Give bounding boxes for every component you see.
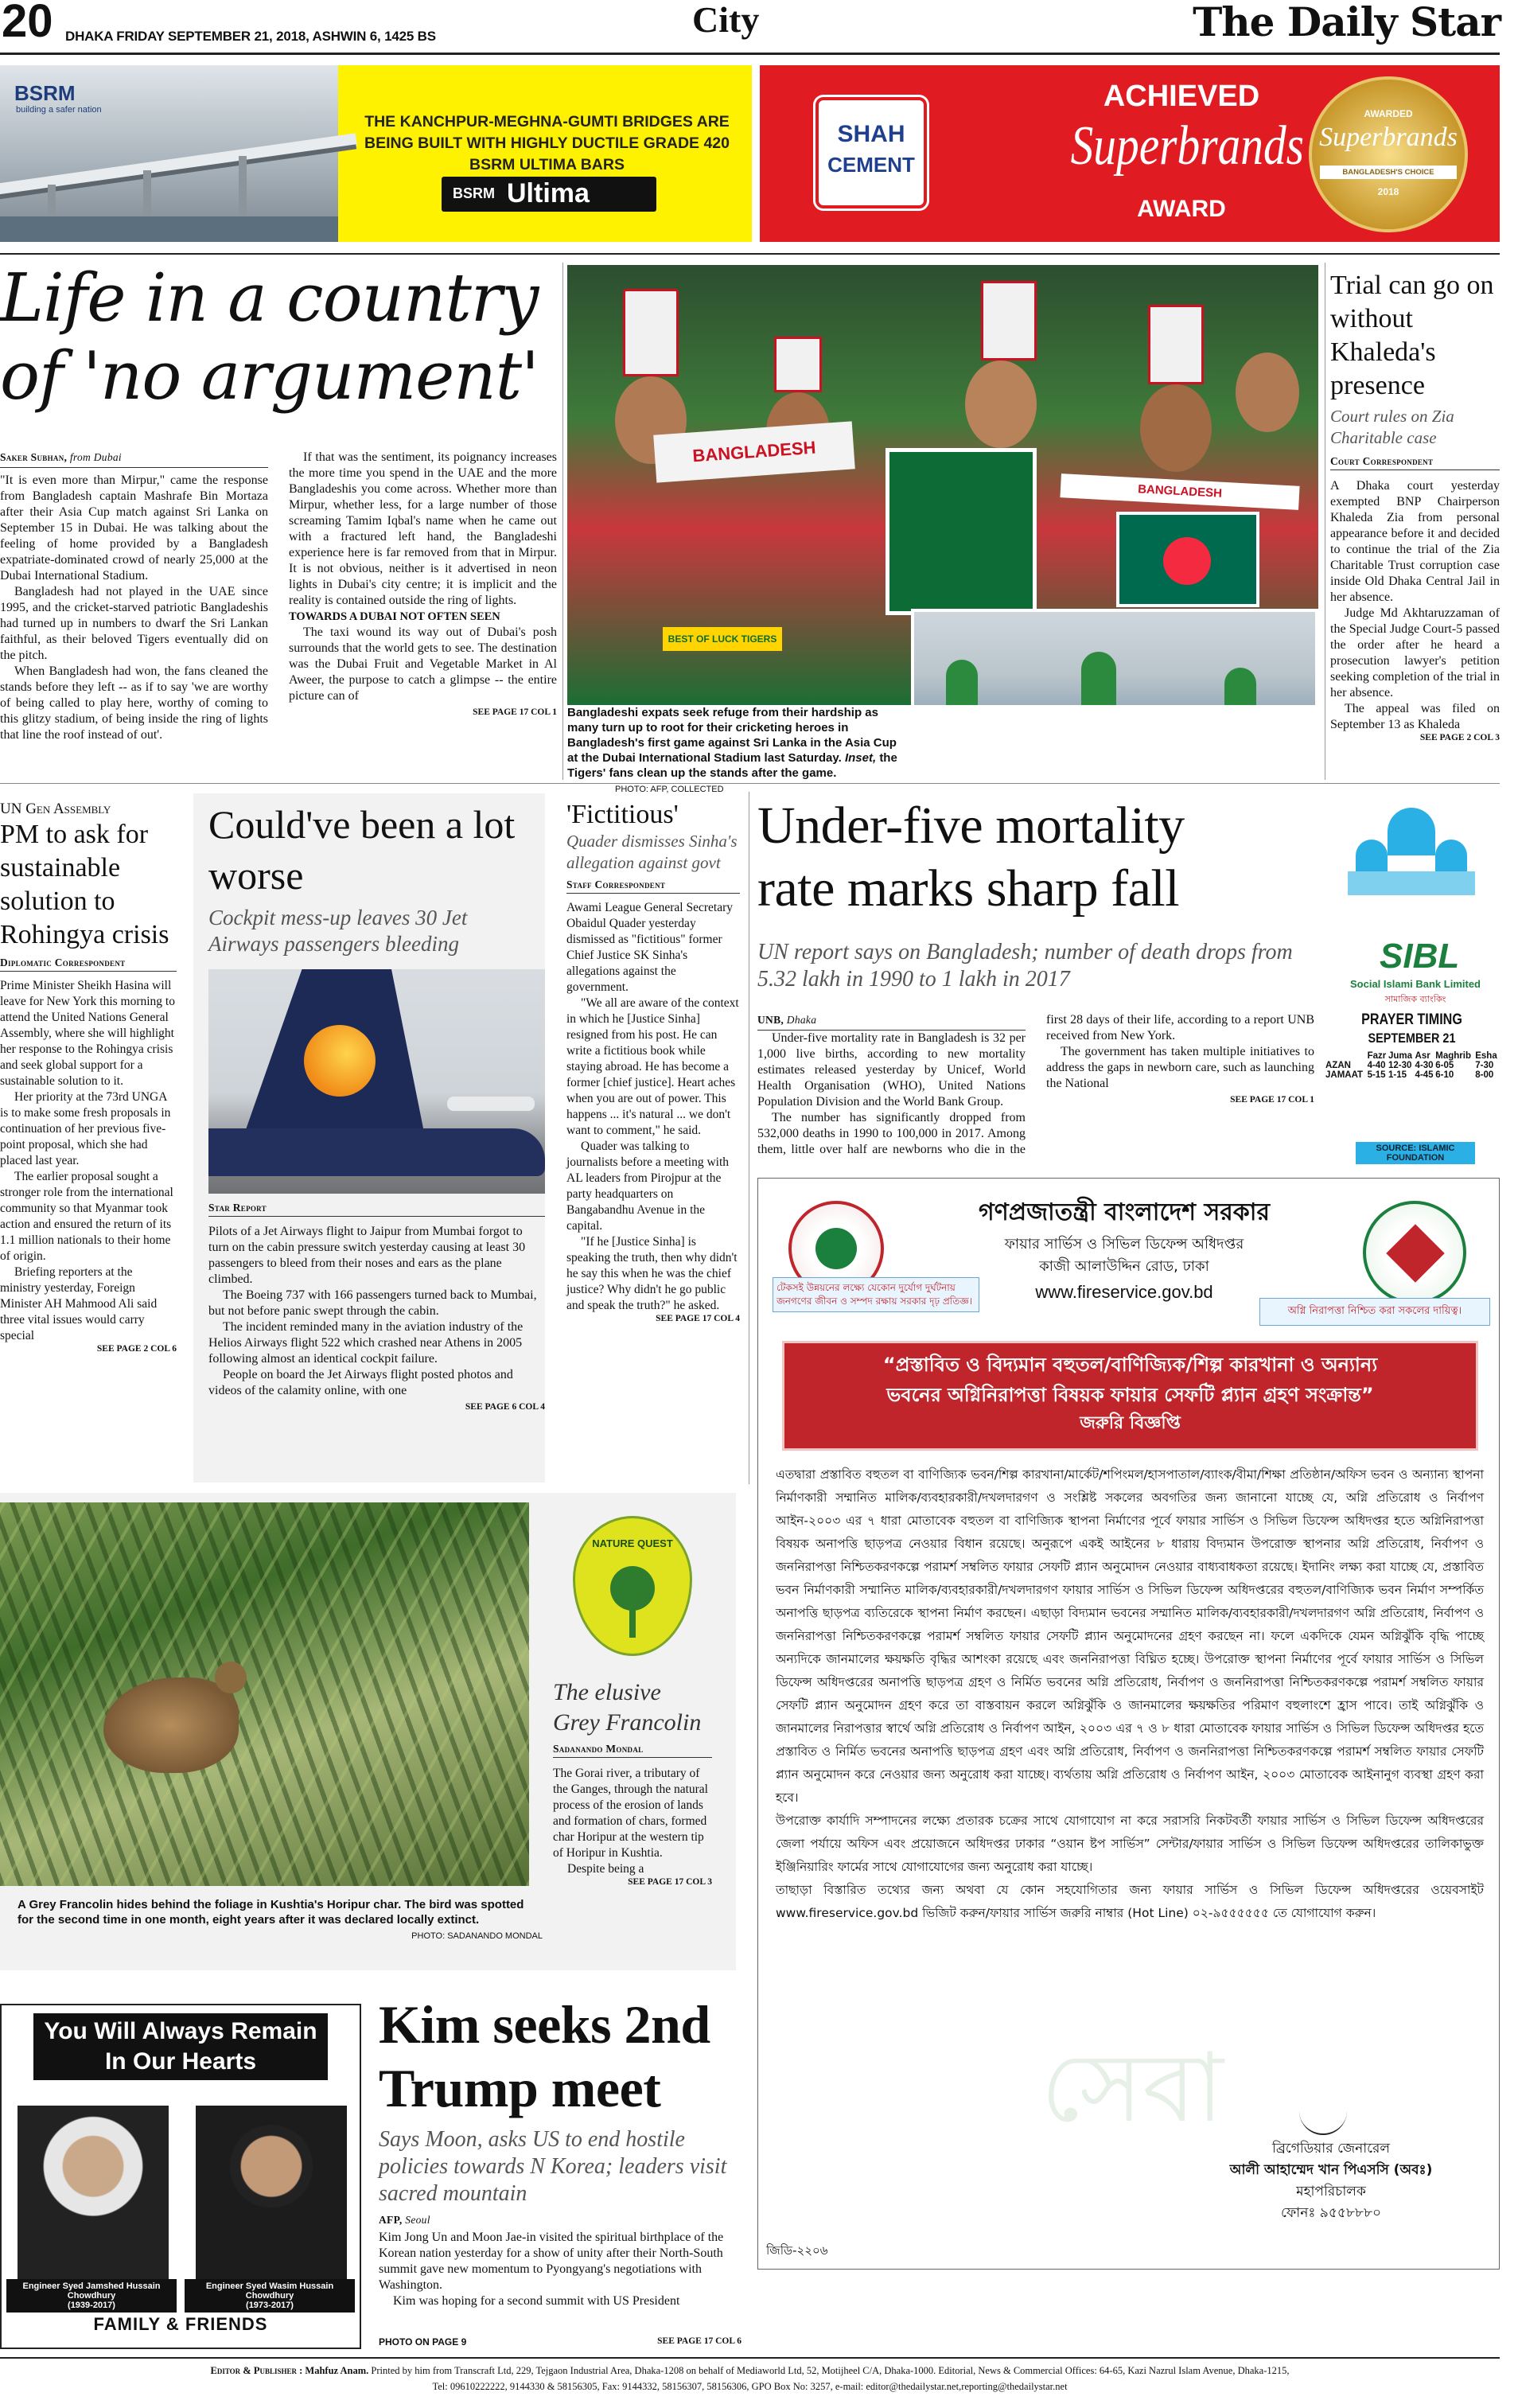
ad-body xyxy=(776,1463,1484,1925)
quader-headline: 'Fictitious' xyxy=(566,800,679,829)
paragraph: The number has significantly dropped from 532,000 deaths in 1990 to 100,000 in 2017. Among them, little over half are newborns who die in the first 28 days of their life, according to a report UNB received from New York. xyxy=(757,1013,1314,1156)
prayer-source: SOURCE: ISLAMIC FOUNDATION xyxy=(1356,1142,1475,1164)
masthead-rule xyxy=(0,53,1500,55)
superbrands-label: Superbrands xyxy=(1070,115,1304,177)
person-name: Engineer Syed Wasim Hussain Chowdhury xyxy=(205,2281,334,2301)
header-cell: Asr xyxy=(1415,1051,1430,1061)
headline-line: Life in a country xyxy=(0,259,539,337)
byline: Staff Correspondent xyxy=(566,879,740,894)
paragraph: The Gorai river, a tributary of the Ganges, through the natural process of the erosion of lands and formation of chars, formed char Horipur at the western tip of Horipur in Kushtia. xyxy=(553,1767,708,1860)
award-label: AWARD xyxy=(1137,196,1226,222)
tree-icon xyxy=(610,1566,655,1611)
byline-name: AFP, xyxy=(379,2214,403,2226)
header-cell: Maghrib xyxy=(1435,1051,1471,1061)
quader-body xyxy=(566,900,740,1314)
byline xyxy=(757,1012,1026,1031)
sibl-name: Social Islami Bank Limited xyxy=(1350,978,1481,990)
francolin-body xyxy=(553,1766,712,1877)
ad-box-right: অগ্নি নিরাপত্তা নিশ্চিত করা সকলের দায়িত্ব। xyxy=(1259,1298,1490,1326)
caption-inset-text: the Tigers' fans clean up the stands after the game. xyxy=(567,751,897,780)
sibl-ad xyxy=(1324,792,1500,1166)
trial-headline: Trial can go on without Khaleda's presence xyxy=(1330,271,1494,400)
dateline: DHAKA FRIDAY SEPTEMBER 21, 2018, ASHWIN 6, 1425 BS xyxy=(65,29,436,44)
byline: Star Report xyxy=(208,1202,545,1217)
imprint-name: Mahfuz Anam. xyxy=(305,2365,369,2376)
jet-photo xyxy=(208,969,545,1194)
paragraph: Bangladesh had not played in the UAE since 1995, and the cricket-starved patriotic Bangladeshis had turned up in numbers to dwarf the Sri Lankan faithful, as their beloved Tigers eventually did on the pitch. xyxy=(0,585,268,662)
prayer-table xyxy=(1325,1051,1500,1080)
photo-credit: PHOTO: SADANANDO MONDAL xyxy=(411,1931,543,1941)
row-label: JAMAAT xyxy=(1325,1070,1364,1080)
hat xyxy=(774,337,822,392)
row-label: AZAN xyxy=(1325,1061,1351,1070)
sign-phone: ফোনঃ ৯৫৫৮৮৮০ xyxy=(1280,2205,1382,2221)
jet-logo xyxy=(304,1025,376,1097)
banner-line: জরুরি বিজ্ঞপ্তি xyxy=(1080,1413,1181,1433)
seal-ribbon: BANGLADESH'S CHOICE xyxy=(1320,166,1457,179)
time-cell: 12-30 xyxy=(1388,1061,1412,1070)
story-life-body xyxy=(0,450,557,772)
seal-year: 2018 xyxy=(1377,186,1399,197)
time-cell: 6-10 xyxy=(1435,1070,1454,1080)
paragraph: Prime Minister Sheikh Hasina will leave for New York this morning to attend the United Nations General Assembly, where she will highlight her response to the Rohingya crisis and seek global support for a sustainable solution to it. xyxy=(0,979,175,1088)
ad-address: কাজী আলাউদ্দিন রোড, ঢাকা xyxy=(1039,1258,1209,1275)
mortality-body xyxy=(757,1012,1314,1163)
section-rule xyxy=(0,783,1500,784)
bsrm-ultima-brand: BSRM xyxy=(453,185,495,201)
time-cell: 5-15 xyxy=(1367,1070,1386,1080)
bsrm-ultima-name: Ultima xyxy=(507,178,590,208)
ad-title: গণপ্রজাতন্ত্রী বাংলাদেশ সরকার xyxy=(979,1198,1270,1226)
footer-rule xyxy=(0,2357,1500,2359)
ad-watermark: সেবা xyxy=(1041,2033,1224,2144)
ad-box-left: টেকসই উন্নয়নের লক্ষ্যে যেকোন দুর্যোগ দুর্ঘটনায় জনগণের জীবন ও সম্পদ রক্ষায় সরকার দৃঢ় প্রতিজ্ঞ। xyxy=(773,1277,979,1312)
page-number: 20 xyxy=(2,0,53,47)
paragraph: The taxi wound its way out of Dubai's posh surrounds that the world gets to see. The destination was the Dubai Fruit and Vegetable Market in Al Aweer, the purpose to catch a glimpse -- the entire picture can of xyxy=(289,625,557,703)
time-cell: 4-40 xyxy=(1367,1061,1386,1070)
kim-photo-ref: PHOTO ON PAGE 9 xyxy=(379,2336,467,2348)
paragraph: Under-five mortality rate in Bangladesh is 32 per 1,000 live births, according to new mortality estimates released yesterday by Unicef, World Health Organisation (WHO), United Nations Population Division and the World Bank Group. xyxy=(757,1031,1026,1109)
jet-headline: Could've been a lot worse xyxy=(208,802,516,898)
bsrm-tagline: building a safer nation xyxy=(16,105,102,115)
trial-body xyxy=(1330,478,1500,733)
see-page: SEE PAGE 17 COL 6 xyxy=(657,2336,741,2346)
time-cell: 7-30 xyxy=(1475,1061,1494,1070)
paragraph: Kim Jong Un and Moon Jae-in visited the spiritual birthplace of the Korean nation yesterday for a show of unity after their North-South summit gave new momentum to Pyongyang's negotiations with Washington. xyxy=(379,2231,724,2292)
bsrm-ultima-logo xyxy=(442,177,656,212)
paragraph: Her priority at the 73rd UNGA is to make some fresh proposals in continuation of her previous five-point proposal, which she had placed last year. xyxy=(0,1090,171,1167)
prayer-title: PRAYER TIMING xyxy=(1361,1011,1462,1028)
paragraph: The Boeing 737 with 166 passengers turned back to Mumbai, but not before panic swept through the cabin. xyxy=(208,1288,537,1318)
bsrm-brand: BSRM xyxy=(14,81,76,105)
memorial-footer: FAMILY & FRIENDS xyxy=(93,2314,268,2334)
fan-banner-best-of-luck: BEST OF LUCK TIGERS xyxy=(663,627,782,651)
paragraph: Despite being a xyxy=(567,1862,644,1876)
pm-headline: PM to ask for sustainable solution to Rohingya crisis xyxy=(0,820,169,949)
byline: Sadanando Mondal xyxy=(553,1743,712,1758)
bsrm-ad xyxy=(0,65,752,242)
byline-from: Seoul xyxy=(405,2214,430,2226)
paragraph: Pilots of a Jet Airways flight to Jaipur from Mumbai forgot to turn on the cabin pressure switch yesterday causing at least 30 passengers to bleed from their noses and ears as the plane climbed. xyxy=(208,1225,526,1286)
mortality-deck: UN report says on Bangladesh; number of death drops from 5.32 lakh in 1990 to 1 lakh in 2017 xyxy=(757,940,1293,992)
time-cell: 1-15 xyxy=(1388,1070,1407,1080)
quader-deck: Quader dismisses Sinha's allegation against govt xyxy=(566,832,738,872)
paragraph: When Bangladesh had won, the fans cleaned the stands before they left -- as if to say 'we are worthy of being called to play here, worthy of coming to this glitzy stadium, of being inside the ring of lights that line the roof instead of out'. xyxy=(0,664,268,742)
paragraph: A Dhaka court yesterday exempted BNP Chairperson Khaleda Zia from personal appearance before it and decided to continue the trial of the Zia Charitable Trust corruption case inside Old Dhaka Central Jail in her absence. xyxy=(1330,479,1500,604)
see-page: SEE PAGE 17 COL 3 xyxy=(628,1877,712,1887)
headline-line: Trump meet xyxy=(379,2058,661,2118)
hat xyxy=(981,281,1037,360)
signature-icon xyxy=(1299,2103,1347,2135)
ad-red-banner xyxy=(782,1341,1478,1451)
byline xyxy=(379,2214,745,2228)
shah-brand-line2: CEMENT xyxy=(827,153,915,177)
caption-text: Bangladeshi expats seek refuge from their hardship as many turn up to root for their cricketing heroes in Bangladesh's first game against Sri Lanka in the Asia Cup at the Dubai International Stadium last Saturday. xyxy=(567,706,897,765)
paragraph: "If he [Justice Sinha] is speaking the truth, then why didn't he say this when he was the chief justice? Why didn't he go public and speak the truth?" he asked. xyxy=(566,1235,738,1312)
paragraph: উপরোক্ত কার্যাদি সম্পাদনের লক্ষ্যে প্রতারক চক্রের সাথে যোগাযোগ না করে সরাসরি নিকটবর্তী ফায়ার সার্ভিস ও সিভিল ডিফেন্স অধিদপ্তরের জেলা পর্যায়ে অফিস এবং প্রয়োজনে অধিদপ্তর ঢাকার “ওয়ান ষ্টপ সার্ভিস” সেন্টার/ফায়ার সার্ভিস ও সিভিল ডিফেন্স অধিদপ্তরের তালিকাভুক্ত ইঞ্জিনিয়ারিং ফার্মের সাথে যোগাযোগের জন্য অনুরোধ করা যাচ্ছে। xyxy=(776,1814,1484,1874)
memorial-photo-2 xyxy=(196,2106,347,2279)
paragraph: তাছাড়া বিস্তারিত তথ্যের জন্য অথবা যে কোন সহযোগিতার জন্য ফায়ার সার্ভিস ও সিভিল ডিফেন্স অধিদপ্তরের ওয়েবসাইট www.fireservice.gov.bd ভিজিট করুন/ফায়ার সার্ভিস জরুরি নাম্বার (Hot Line) ০২-৯৫৫৫৫৫৫ তে যোগাযোগ করুন। xyxy=(776,1883,1484,1920)
kim-body xyxy=(379,2230,745,2309)
banner-line: “প্রস্তাবিত ও বিদ্যমান বহুতল/বাণিজ্যিক/শিল্প কারখানা ও অন্যান্য xyxy=(882,1354,1378,1376)
sibl-tag: সামাজিক ব্যাংকিং xyxy=(1384,994,1446,1004)
francolin-photo xyxy=(0,1502,529,1886)
imprint-line-2: Tel: 09610222222, 9144330 & 58156305, Fax: 9144332, 58156307, 58156306, GPO Box No: 3257, e-mail: editor@thedailystar.net,reporting@thedailystar.net xyxy=(432,2381,1068,2392)
inset-photo xyxy=(911,609,1318,705)
imprint-text: Printed by him from Transcraft Ltd, 229, Tejgaon Industrial Area, Dhaka-1208 on behalf of Mediaworld Ltd, 52, Motijheel C/A, Dhaka-1000. Editorial, News & Commercial Offices: 64-65, Kazi Nazrul Islam Avenue, Dhaka-1215, xyxy=(371,2365,1290,2376)
paragraph: The earlier proposal sought a stronger role from the international community so that Myanmar took action and ensured the return of its 1.1 million nationals to their home of origin. xyxy=(0,1170,173,1263)
header-cell: Esha xyxy=(1475,1051,1497,1061)
story-quader xyxy=(566,799,740,1323)
trial-deck: Court rules on Zia Charitable case xyxy=(1330,407,1454,447)
poster xyxy=(886,448,1037,615)
ad-signature xyxy=(1204,2138,1458,2224)
background-plane xyxy=(447,1097,535,1111)
time-cell: 4-30 xyxy=(1415,1061,1434,1070)
francolin-caption xyxy=(18,1897,543,1944)
banner-line: ভবনের অগ্নিনিরাপত্তা বিষয়ক ফায়ার সেফটি প্ল্যান গ্রহণ সংক্রান্ত” xyxy=(886,1384,1374,1406)
sign-title: মহাপরিচালক xyxy=(1296,2184,1366,2200)
story-life-headline xyxy=(0,259,557,415)
shah-cement-ad xyxy=(760,65,1500,242)
memorial-ad xyxy=(0,2004,361,2349)
mortality-headline xyxy=(757,794,1314,920)
prayer-header-row xyxy=(1325,1051,1500,1061)
see-page: SEE PAGE 17 COL 1 xyxy=(1230,1095,1314,1105)
ad-dept: ফায়ার সার্ভিস ও সিভিল ডিফেন্স অধিদপ্তর xyxy=(1004,1236,1244,1253)
fan-banner: BANGLADESH xyxy=(653,421,855,482)
seal-top: AWARDED xyxy=(1364,108,1413,119)
headline-line: rate marks sharp fall xyxy=(757,859,1180,918)
imprint-line-1 xyxy=(0,2365,1500,2377)
jet-body xyxy=(208,1224,545,1415)
paragraph: The appeal was filed on September 13 as Khaleda xyxy=(1330,702,1500,731)
person-years: (1973-2017) xyxy=(246,2301,294,2310)
flag xyxy=(1116,512,1259,607)
hat xyxy=(1148,305,1204,384)
byline-from: from Dubai xyxy=(69,451,122,463)
nature-quest-label: NATURE QUEST xyxy=(592,1537,673,1549)
headline-line: Under-five mortality xyxy=(757,797,1185,855)
person-name: Engineer Syed Jamshed Hussain Chowdhury xyxy=(22,2281,161,2301)
caption-inset-label: Inset, xyxy=(844,751,877,765)
subhead: TOWARDS A DUBAI NOT OFTEN SEEN xyxy=(289,610,500,623)
sign-name: আলী আহাম্মেদ খান পিএসসি (অবঃ) xyxy=(1229,2162,1433,2178)
seal-name: Superbrands xyxy=(1319,123,1458,152)
header-cell: Juma xyxy=(1388,1051,1413,1061)
pm-body xyxy=(0,978,177,1344)
hat xyxy=(623,289,679,376)
story-trial xyxy=(1330,269,1500,742)
column-rule xyxy=(562,263,563,780)
francolin-headline: The elusive Grey Francolin xyxy=(553,1679,702,1736)
time-cell: 8-00 xyxy=(1475,1070,1494,1080)
superbrands-seal xyxy=(1309,76,1468,232)
see-page: SEE PAGE 6 COL 4 xyxy=(465,1402,545,1412)
byline-name: UNB, xyxy=(757,1014,784,1026)
shah-brand-line1: SHAH xyxy=(837,121,905,147)
ads-bottom-rule xyxy=(0,253,1500,255)
paragraph: "It is even more than Mirpur," came the response from Bangladesh captain Mashrafe Bin Mortaza after their Asia Cup match against Sri Lanka on September 15 in Dubai. He was talking about the feeling of home provided by a Bangladesh expatriate-dominated crowd of nearly 25,000 at the Dubai International Stadium. xyxy=(0,473,268,583)
header-cell: Fazr xyxy=(1367,1051,1387,1061)
ad-website[interactable]: www.fireservice.gov.bd xyxy=(1035,1282,1213,1302)
fire-service-emblem xyxy=(1363,1201,1466,1304)
paragraph: If that was the sentiment, its poignancy increases the more time you spend in the UAE and the more Bangladeshis you come across. Whether more than Mirpur, whether less, for a large number of those screaming Tamim Iqbal's name when he came out with a fractured left hand, the Bangladeshi experience here is far removed from that in Mirpur. It is not obvious, neither is it advertised in neon lights in Dubai's city centre; it is implicit and the reality is contained outside the ring of lights. xyxy=(289,450,557,607)
sign-rank: ব্রিগেডিয়ার জেনারেল xyxy=(1271,2141,1391,2157)
see-page: SEE PAGE 17 COL 1 xyxy=(473,707,557,717)
byline-from: Dhaka xyxy=(786,1014,817,1026)
see-page: SEE PAGE 2 COL 3 xyxy=(1419,733,1500,742)
paragraph: "We all are aware of the context in which he [Justice Sinha] resigned from his post. He can write a fictitious book while staying abroad. He has become a former [chief justice]. Heart aches when you are out of power. This happens ... it's natural ... we don't want to comment," he said. xyxy=(566,996,739,1137)
story-francolin xyxy=(553,1677,712,1887)
jet-fuselage xyxy=(208,1128,545,1176)
ad-code: জিডি-২২০৬ xyxy=(766,2243,828,2258)
headline-line: Kim seeks 2nd xyxy=(379,1994,710,2055)
time-cell: 4-45 xyxy=(1415,1070,1434,1080)
fan-banner-2: BANGLADESH xyxy=(1060,473,1299,510)
paragraph: Quader was talking to journalists before a meeting with AL leaders from Pirojpur at the party headquarters on Bangabandhu Avenue in the capital. xyxy=(566,1140,730,1233)
mosque-icon xyxy=(1348,808,1475,919)
see-page: SEE PAGE 2 COL 6 xyxy=(96,1344,177,1354)
time-cell: 6-05 xyxy=(1435,1061,1454,1070)
paragraph: এতদ্বারা প্রস্তাবিত বহুতল বা বাণিজ্যিক ভবন/শিল্প কারখানা/মার্কেট/শপিংমল/হাসপাতাল/ব্যাংক/বীমা/শিক্ষা প্রতিষ্ঠান/অফিস ভবন ও অন্যান্য স্থাপনা নির্মাণকারী সম্মানিত মালিক/ব্যবহারকারী/দখলদারগণ ও সংশ্লিষ্ট সকলের অবগতির জন্য জানানো যাচ্ছে যে, অগ্নি প্রতিরোধ ও নির্বাপণ আইন-২০০৩ এর ৭ ধারা মোতাবেক বহুতল বা বাণিজ্যিক স্থাপনা নির্মাণের পূর্বে ফায়ার সার্ভিস ও সিভিল ডিফেন্স অধিদপ্তর হতে অগ্নিনিরাপত্তা বিষয়ক অনাপত্তি ছাড়পত্র নেওয়ার বিধান রয়েছে। অনুরূপে একই আইনের ৮ ধারায় বিদ্যমান উপরোক্ত স্থাপনার অগ্নি প্রতিরোধ, নির্বাপণ ও জননিরাপত্তা নিশ্চিতকরণকল্পে পরামর্শ সম্বলিত ফায়ার সেফটি প্ল্যান অনুমোদন নেওয়ার বাধ্যবাধকতা রয়েছে। ইদানিং লক্ষ্য করা যাচ্ছে যে, প্রস্তাবিত ভবন নির্মাণকারী সম্মানিত মালিক/ব্যবহারকারী/দখলদারগণ ফায়ার সার্ভিস ও সিভিল ডিফেন্স অধিদপ্তরের বহুতল/বাণিজ্যিক ভবন নির্মাণ সম্পর্কিত অনাপত্তি ছাড়পত্র ব্যতিরেকে স্থাপনা নির্মাণ করছেন। এছাড়া বিদ্যমান ভবনের সম্মানিত মালিক/ব্যবহারকারী/দখলদারগণ অগ্নি প্রতিরোধ, নির্বাপণ ও জননিরাপত্তা নিশ্চিতকরণকল্পে পরামর্শ সম্বলিত ফায়ার সেফটি প্ল্যান অনুমোদনের গ্রহণ করছেন না। ফলে একদিকে যেমন অগ্নিঝুঁকি বৃদ্ধি পাচ্ছে অন্যদিকে জানমালের ক্ষয়ক্ষতি বৃদ্ধির আশংকা রয়েছে এবং জননিরাপত্তা বিঘ্নিত হচ্ছে। উপরোক্ত স্থাপনা নির্মাণের পূর্বে ফায়ার সার্ভিস ও সিভিল ডিফেন্স অধিদপ্তরের অনাপত্তি ছাড়পত্র গ্রহণ ও নির্মিত ভবনের অগ্নি প্রতিরোধ, নির্বাপণ ও জননিরাপত্তা নিশ্চিতকরণকল্পে পরামর্শ সম্বলিত ফায়ার সেফটি প্ল্যান অনুমোদন গ্রহণ করে তা বাস্তবায়ন করলে অগ্নিঝুঁকি ও জানমালের ক্ষয়ক্ষতির পরিমাণ বহুলাংশে হ্রাস পাবে। তাই অগ্নিঝুঁকি ও জানমালের নিরাপত্তার স্বার্থে অগ্নি প্রতিরোধ ও নির্বাপণ আইন, ২০০৩ এর ৭ ও ৮ ধারা মোতাবেক ফায়ার সার্ভিস ও সিভিল ডিফেন্স অধিদপ্তর হতে প্রস্তাবিত ও নির্মিত ভবনের অনাপত্তি ছাড়পত্র গ্রহণ এবং অগ্নি প্রতিরোধ, নির্বাপণ ও জননিরাপত্তা নিশ্চিতকরণকল্পে পরামর্শ সম্বলিত ফায়ার সেফটি প্ল্যান অনুমোদন করে নেওয়ার জন্য অনুরোধ করা যাচ্ছে। ব্যর্থতায় অগ্নি প্রতিরোধ ও নির্বাপণ আইন, ২০০৩ মোতাবেক আইনানুগ ব্যবস্থা গ্রহণ করা হবে। xyxy=(776,1467,1484,1805)
fans-photo xyxy=(567,265,1318,705)
pm-kicker: UN Gen Assembly xyxy=(0,801,111,817)
photo-credit: PHOTO: AFP, COLLECTED xyxy=(615,785,724,794)
prayer-jamaat-row xyxy=(1325,1070,1500,1080)
byline: Court Correspondent xyxy=(1330,455,1500,470)
shah-cement-logo xyxy=(815,97,927,208)
prayer-azan-row xyxy=(1325,1061,1500,1070)
masthead-logo: The Daily Star xyxy=(1193,0,1500,45)
kim-headline xyxy=(379,1993,745,2120)
sibl-brand: SIBL xyxy=(1380,937,1460,976)
imprint-label: Editor & Publisher : xyxy=(210,2365,303,2376)
paragraph: The government has taken multiple initiatives to address the gaps in newborn care, such as launching the National xyxy=(1046,1045,1314,1090)
memorial-person-2 xyxy=(185,2279,355,2313)
byline-name: Saker Subhan, xyxy=(0,451,68,463)
caption-text: A Grey Francolin hides behind the foliage in Kushtia's Horipur char. The bird was spotted for the second time in one month, eight years after it was declared locally extinct. xyxy=(18,1898,524,1927)
see-page: SEE PAGE 17 COL 4 xyxy=(656,1314,740,1323)
paragraph: Awami League General Secretary Obaidul Quader yesterday dismissed as "fictitious" former Chief Justice SK Sinha's allegations against the government. xyxy=(566,901,734,994)
bsrm-ad-text: THE KANCHPUR-MEGHNA-GUMTI BRIDGES ARE BEING BUILT WITH HIGHLY DUCTILE GRADE 420 BSRM ULTIMA BARS xyxy=(364,113,730,173)
headline-line: of 'no argument' xyxy=(0,337,539,415)
paragraph: Briefing reporters at the ministry yesterday, Foreign Minister AH Mahmood Ali said three vital issues would carry special xyxy=(0,1265,158,1342)
jet-deck: Cockpit mess-up leaves 30 Jet Airways passengers bleeding xyxy=(208,906,468,956)
paragraph: Judge Md Akhtaruzzaman of the Special Judge Court-5 passed the order after he heard a prosecution lawyer's petition seeking completion of the trial in her absence. xyxy=(1330,606,1500,699)
byline xyxy=(0,450,268,468)
person-years: (1939-2017) xyxy=(68,2301,115,2310)
fire-service-ad xyxy=(757,1178,1500,2270)
story-pm xyxy=(0,801,177,1354)
paragraph: Kim was hoping for a second summit with US President xyxy=(393,2294,680,2308)
section-name: City xyxy=(692,0,760,40)
memorial-photo-1 xyxy=(18,2106,169,2279)
paragraph: The incident reminded many in the aviation industry of the Helios Airways flight 522 which crashed near Athens in 2005 following almost an identical cockpit failure. xyxy=(208,1320,524,1366)
memorial-person-1 xyxy=(6,2279,177,2313)
memorial-title: You Will Always Remain In Our Hearts xyxy=(33,2013,328,2080)
prayer-date: SEPTEMBER 21 xyxy=(1368,1031,1456,1046)
achieved-label: ACHIEVED xyxy=(1103,80,1260,113)
byline: Diplomatic Correspondent xyxy=(0,957,177,972)
kim-deck: Says Moon, asks US to end hostile policies towards N Korea; leaders visit sacred mountain xyxy=(379,2127,727,2206)
paragraph: People on board the Jet Airways flight posted photos and videos of the calamity online, with one xyxy=(208,1368,513,1397)
